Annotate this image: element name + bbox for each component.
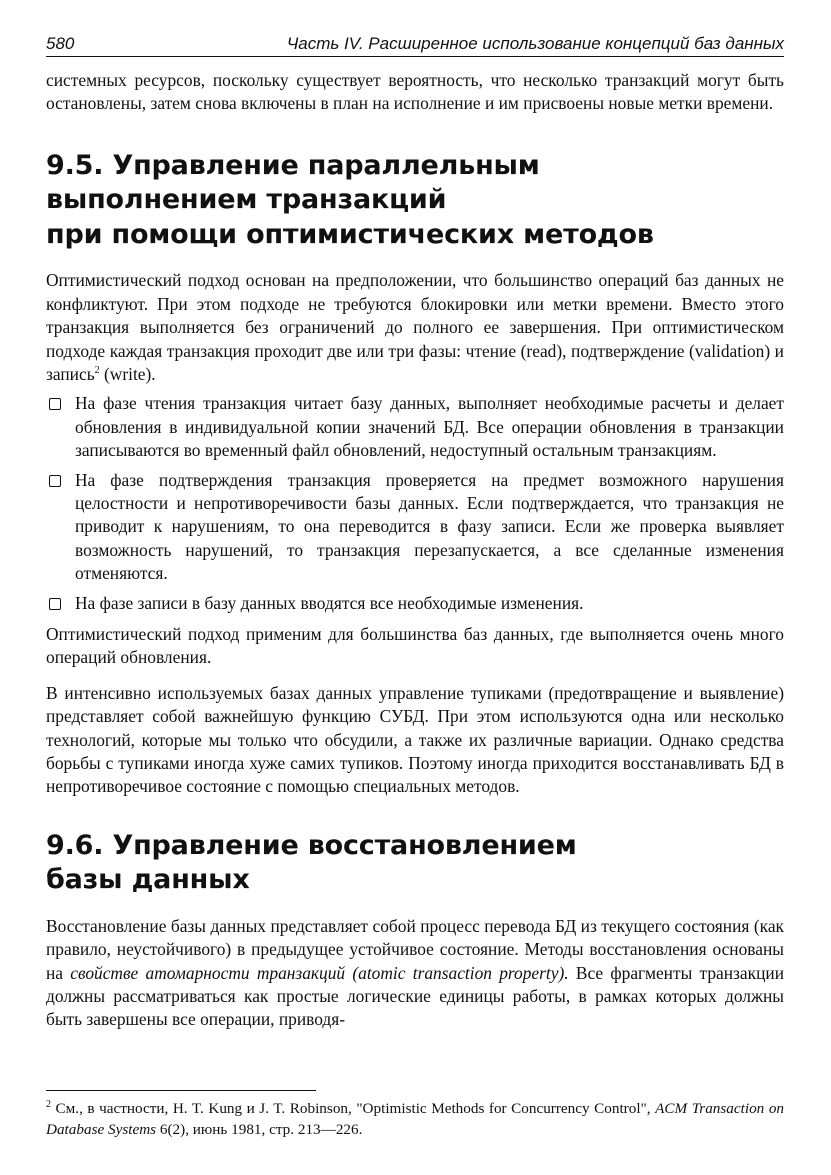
list-item [46,392,784,462]
intro-paragraph: системных ресурсов, поскольку существует вероятность, что несколько транзакций могут быть остановлены, затем снова включены в план на исполнение и им присвоены новые метки времени. [46,70,784,114]
section-9-5-paragraph-1 [46,269,784,386]
section-9-6-paragraph [46,915,784,1032]
footnote-text: 6(2), июнь 1981, стр. 213—226. [156,1121,363,1138]
section-9-5-paragraph-3: В интенсивно используемых базах данных управление тупиками (предотвращение и выявление) представляет собой важнейшую функцию СУБД. При этом используются одна или несколько технологий, которые мы только что обсудили, а также их различные вариации. Однако средства борьбы с тупиками иногда хуже самих тупиков. Поэтому иногда приходится восстанавливать БД в непротиворечивое состояние с помощью специальных методов. [46,682,784,797]
heading-line: при помощи оптимистических методов [46,218,654,250]
paragraph-text: Все фрагменты транзакции должны рассматриваться как простые логические единицы работы, в рамках которых должны быть завершены все операции, приводя- [46,962,785,1030]
page-number: 580 [46,34,75,53]
heading-line: базы данных [46,864,250,896]
paragraph-text: Восстановление базы данных представляет собой процесс перевода БД из текущего состояния (как правило, неустойчивого) в предыдущее устойчивое состояние. Методы восстановления основаны на [46,915,784,983]
checkbox-bullet-icon [49,398,61,410]
paragraph-text: (write). [99,363,156,384]
list-item-text: На фазе записи в базу данных вводятся все необходимые изменения. [75,592,584,613]
phase-list [46,392,784,615]
paragraph-text: Оптимистический подход основан на предположении, что большинство операций баз данных не конфликтуют. При этом подходе не требуются блокировки или метки времени. Вместо этого транзакция выполняется без ограничений до полного ее завершения. При оптимистическом подходе каждая транзакция проходит две или три фазы: чтение (read), подтверждение (validation) и запись [46,270,784,384]
heading-line: 9.5. Управление параллельным [46,149,540,181]
checkbox-bullet-icon [49,598,61,610]
emphasized-term: свойстве атомарности транзакций (atomic transaction property). [70,962,569,983]
running-header [46,34,784,57]
page [46,34,784,1032]
footnote-journal: ACM Transaction on Database Systems [46,1100,785,1138]
heading-line: 9.6. Управление восстановлением [46,829,577,861]
list-item-text: На фазе подтверждения транзакция проверяется на предмет возможного нарушения целостности и непротиворечивости базы данных. Если подтверждается, что транзакция не приводит к нарушениям, то она переводится в фазу записи. Если же проверка выявляет возможность нарушений, то транзакция перезапускается, а все сделанные изменения отменяются. [75,469,784,584]
section-9-5-heading [46,149,784,253]
list-item [46,469,784,586]
section-9-6-heading [46,829,784,898]
checkbox-bullet-icon [49,475,61,487]
footnote-text: См., в частности, H. T. Kung и J. T. Robinson, "Optimistic Methods for Concurrency Control", [51,1100,656,1117]
footnote-ref[interactable]: 2 [94,365,100,377]
footnote-marker: 2 [46,1098,51,1110]
running-title: Часть IV. Расширенное использование концепций баз данных [286,34,784,53]
heading-line: выполнением транзакций [46,184,447,216]
footnote [46,1098,784,1140]
list-item-text: На фазе чтения транзакция читает базу данных, выполняет необходимые расчеты и делает обновления в индивидуальной копии значений БД. Все операции обновления в транзакции записываются во временный файл обновлений, недоступный остальным транзакциям. [75,393,784,461]
list-item [46,592,784,615]
footnote-divider [46,1090,316,1091]
section-9-5-paragraph-2: Оптимистический подход применим для большинства баз данных, где выполняется очень много операций обновления. [46,624,784,668]
